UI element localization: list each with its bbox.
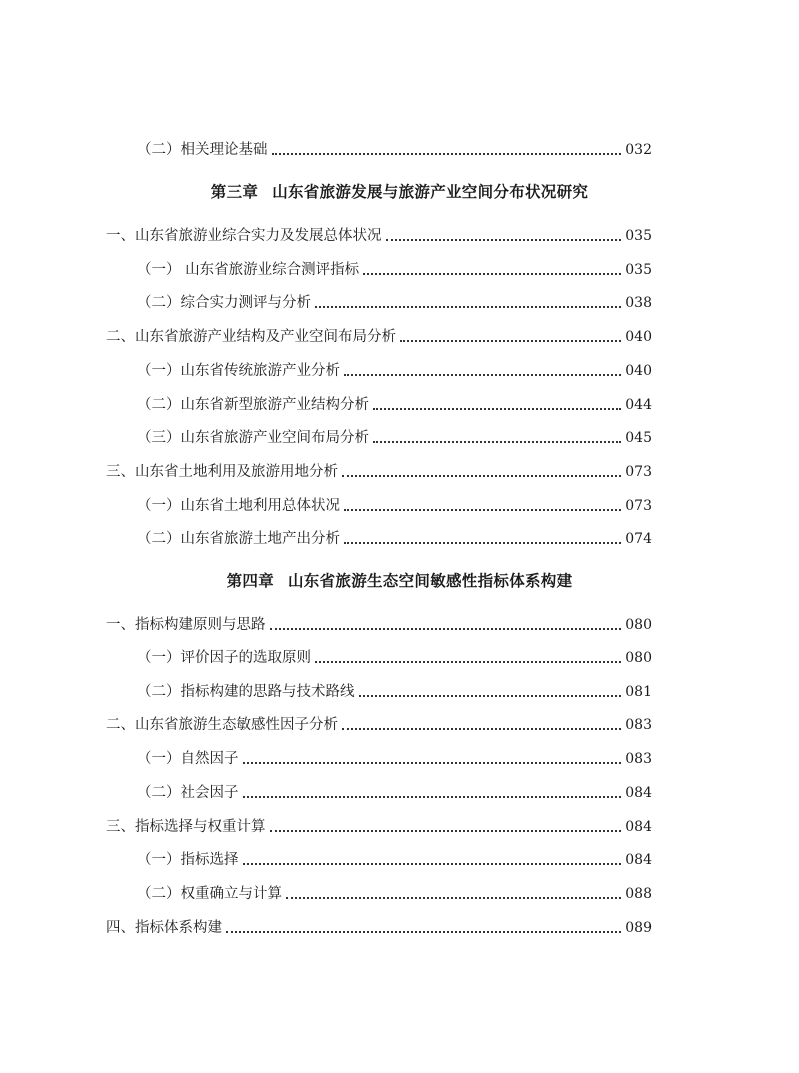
toc-row [0, 527, 799, 551]
toc-entry[interactable] [137, 426, 652, 450]
toc-entry-page: 088 [625, 886, 652, 902]
toc-entry[interactable] [137, 781, 652, 805]
toc-row [0, 224, 799, 248]
toc-entry-page: 074 [625, 531, 652, 547]
toc-entry-page: 038 [625, 295, 652, 311]
toc-entry-label: 一、指标构建原则与思路 [106, 617, 266, 633]
toc-entry-label: （二）山东省旅游土地产出分析 [137, 531, 340, 547]
toc-row [0, 713, 799, 737]
toc-row [0, 291, 799, 315]
dot-leader [344, 374, 621, 376]
dot-leader [272, 153, 622, 155]
toc-row [0, 882, 799, 906]
dot-leader [342, 728, 621, 730]
toc-entry[interactable] [137, 747, 652, 771]
toc-entry[interactable] [137, 138, 652, 162]
toc-entry-label: 二、山东省旅游生态敏感性因子分析 [106, 717, 338, 733]
toc-entry-label: （二）社会因子 [137, 785, 239, 801]
toc-entry-page: 040 [625, 329, 652, 345]
dot-leader [386, 239, 622, 241]
toc-entry[interactable] [137, 258, 652, 282]
toc-entry-label: （二）综合实力测评与分析 [137, 295, 311, 311]
dot-leader [363, 273, 621, 275]
toc-entry-page: 084 [625, 819, 652, 835]
toc-entry-page: 035 [625, 228, 652, 244]
toc-entry-label: （二）指标构建的思路与技术路线 [137, 684, 355, 700]
dot-leader [359, 695, 622, 697]
toc-entry-label: （一）山东省土地利用总体状况 [137, 498, 340, 514]
dot-leader [342, 475, 621, 477]
toc-row [0, 258, 799, 282]
toc-row [0, 848, 799, 872]
toc-row [0, 426, 799, 450]
toc-entry[interactable] [106, 916, 652, 940]
toc-entry[interactable] [137, 527, 652, 551]
dot-leader [344, 542, 621, 544]
chapter-number: 第三章 [210, 183, 259, 201]
toc-entry-page: 080 [625, 650, 652, 666]
toc-row [0, 747, 799, 771]
toc-row [0, 325, 799, 349]
toc-entry-label: 二、山东省旅游产业结构及产业空间布局分析 [106, 329, 396, 345]
chapter-number: 第四章 [226, 572, 274, 590]
toc-entry[interactable] [106, 224, 652, 248]
toc-entry-page: 073 [625, 464, 652, 480]
toc-entry-page: 084 [625, 852, 652, 868]
toc-entry-label: （一）指标选择 [137, 852, 239, 868]
toc-entry[interactable] [137, 393, 652, 417]
dot-leader [270, 830, 622, 832]
toc-row [0, 916, 799, 940]
toc-row [0, 138, 799, 162]
toc-entry[interactable] [106, 713, 652, 737]
dot-leader [373, 441, 621, 443]
chapter-title: 山东省旅游发展与旅游产业空间分布状况研究 [272, 183, 589, 201]
dot-leader [270, 628, 622, 630]
dot-leader [286, 897, 621, 899]
toc-entry-label: （一） 山东省旅游业综合测评指标 [137, 262, 360, 278]
toc-entry[interactable] [137, 680, 652, 704]
toc-entry[interactable] [106, 613, 652, 637]
dot-leader [243, 863, 622, 865]
dot-leader [315, 661, 621, 663]
toc-entry-label: （一）自然因子 [137, 751, 239, 767]
toc-entry-label: 三、山东省土地利用及旅游用地分析 [106, 464, 338, 480]
toc-entry-label: （三）山东省旅游产业空间布局分析 [137, 430, 369, 446]
dot-leader [243, 796, 622, 798]
toc-entry-label: 四、指标体系构建 [106, 920, 222, 936]
toc-entry-label: 一、山东省旅游业综合实力及发展总体状况 [106, 228, 382, 244]
toc-entry-page: 035 [625, 262, 652, 278]
toc-entry-page: 089 [625, 920, 652, 936]
toc-entry-page: 084 [625, 785, 652, 801]
toc-entry-page: 044 [625, 397, 652, 413]
toc-entry-page: 083 [625, 717, 652, 733]
toc-entry[interactable] [137, 882, 652, 906]
toc-entry-page: 045 [625, 430, 652, 446]
toc-entry[interactable] [137, 646, 652, 670]
toc-row [0, 460, 799, 484]
toc-entry-label: （二）山东省新型旅游产业结构分析 [137, 397, 369, 413]
dot-leader [400, 340, 621, 342]
toc-entry-label: （二）相关理论基础 [137, 142, 268, 158]
toc-entry[interactable] [137, 291, 652, 315]
dot-leader [344, 509, 621, 511]
toc-entry[interactable] [137, 848, 652, 872]
toc-entry-page: 083 [625, 751, 652, 767]
toc-entry-label: （一）评价因子的选取原则 [137, 650, 311, 666]
toc-row [0, 815, 799, 839]
toc-row [0, 781, 799, 805]
chapter-heading[interactable] [0, 569, 799, 593]
toc-entry-page: 081 [625, 684, 652, 700]
toc-row [0, 494, 799, 518]
dot-leader [226, 931, 621, 933]
toc-row [0, 359, 799, 383]
toc-row [0, 613, 799, 637]
toc-row [0, 393, 799, 417]
toc-row [0, 680, 799, 704]
toc-entry-label: （一）山东省传统旅游产业分析 [137, 363, 340, 379]
dot-leader [373, 408, 621, 410]
toc-entry-page: 073 [625, 498, 652, 514]
chapter-heading[interactable] [0, 180, 799, 204]
dot-leader [243, 762, 622, 764]
toc-entry[interactable] [106, 325, 652, 349]
toc-entry[interactable] [137, 494, 652, 518]
chapter-title: 山东省旅游生态空间敏感性指标体系构建 [288, 572, 573, 590]
toc-entry-label: （二）权重确立与计算 [137, 886, 282, 902]
toc-entry-page: 032 [625, 142, 652, 158]
toc-entry[interactable] [106, 460, 652, 484]
toc-entry-page: 080 [625, 617, 652, 633]
toc-entry[interactable] [137, 359, 652, 383]
dot-leader [315, 306, 621, 308]
toc-entry-label: 三、指标选择与权重计算 [106, 819, 266, 835]
toc-row [0, 646, 799, 670]
toc-entry-page: 040 [625, 363, 652, 379]
toc-entry[interactable] [106, 815, 652, 839]
